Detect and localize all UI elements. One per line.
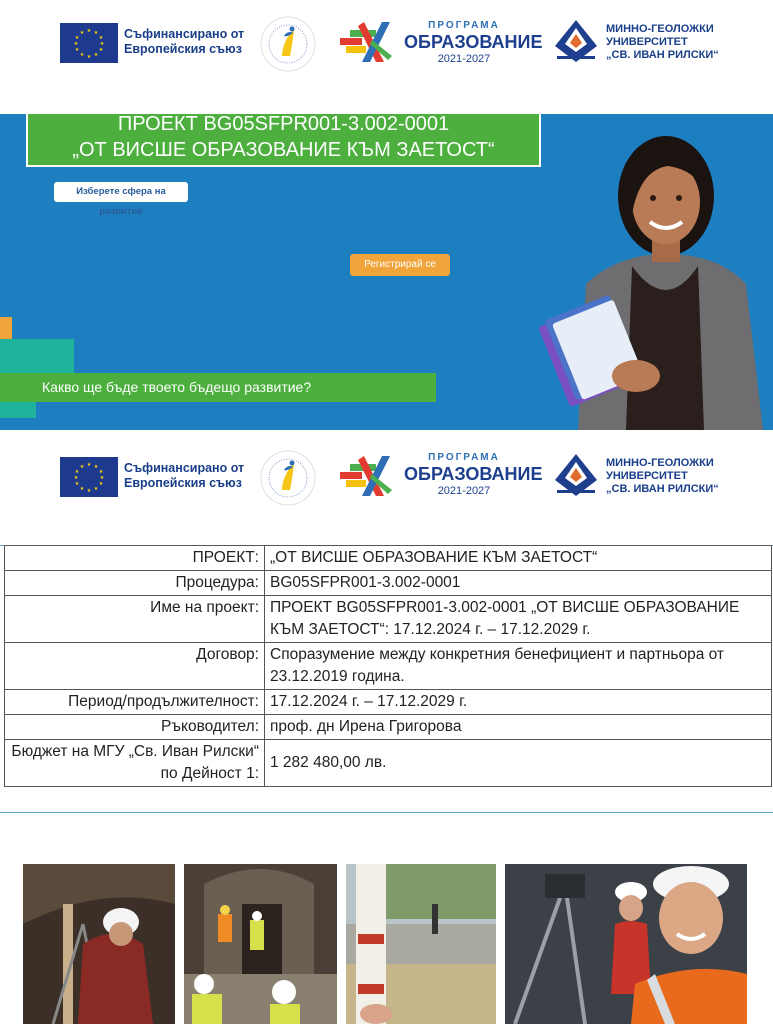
table-row (5, 546, 772, 571)
svg-text:★: ★ (73, 41, 79, 47)
svg-text:★: ★ (86, 54, 92, 60)
university-line1: МИННО-ГЕОЛОЖКИ (606, 457, 714, 469)
programme-name: ОБРАЗОВАНИЕ (404, 464, 543, 484)
student-photo (528, 114, 773, 430)
university-line2: УНИВЕРСИТЕТ (606, 36, 688, 48)
university-name (606, 457, 719, 496)
row-value-project: „ОТ ВИСШЕ ОБРАЗОВАНИЕ КЪМ ЗАЕТОСТ“ (265, 546, 772, 571)
row-value-procedure: BG05SFPR001-3.002-0001 (265, 571, 772, 596)
programme-label: ПРОГРАМА (428, 20, 500, 31)
register-button[interactable]: Регистрирай се (350, 254, 450, 276)
mine-surveyor-photo (23, 864, 175, 1024)
svg-text:★: ★ (98, 47, 104, 53)
project-round-logo (260, 450, 316, 506)
row-key-manager: Ръководител: (5, 715, 265, 740)
eu-text-line1: Съфинансирано от (124, 27, 245, 41)
programme-education-text (404, 452, 543, 498)
svg-text:★: ★ (99, 41, 105, 47)
row-key-procedure: Процедура: (5, 571, 265, 596)
university-line3: „СВ. ИВАН РИЛСКИ“ (606, 49, 719, 61)
svg-text:★: ★ (86, 28, 92, 34)
svg-text:★: ★ (99, 475, 105, 481)
eu-cofunded-text (124, 461, 244, 491)
table-row (5, 740, 772, 787)
svg-text:★: ★ (98, 35, 104, 41)
row-key-project: ПРОЕКТ: (5, 546, 265, 571)
hero-banner (0, 114, 773, 430)
decor-stripe-teal-small (0, 402, 36, 418)
table-row (5, 643, 772, 690)
field-survey-photo (346, 864, 496, 1024)
middle-logo-strip (0, 430, 773, 522)
banner-question-text: Какво ще бъде твоето бъдещо развитие? (42, 379, 312, 395)
programme-years: 2021-2027 (437, 485, 491, 497)
top-logo-strip (0, 0, 773, 90)
svg-text:★: ★ (86, 462, 92, 468)
students-helmets-photo (505, 864, 747, 1024)
table-row (5, 571, 772, 596)
programme-years: 2021-2027 (437, 53, 491, 65)
svg-text:★: ★ (74, 35, 80, 41)
svg-text:★: ★ (74, 47, 80, 53)
svg-text:★: ★ (79, 52, 85, 58)
svg-text:★: ★ (98, 469, 104, 475)
row-key-period: Период/продължителност: (5, 690, 265, 715)
eu-text-line2: Европейския съюз (124, 476, 242, 490)
banner-title-line2: „ОТ ВИСШЕ ОБРАЗОВАНИЕ КЪМ ЗАЕТОСТ“ (72, 139, 495, 161)
eu-text-line1: Съфинансирано от (124, 461, 245, 475)
university-emblem-icon (553, 18, 599, 64)
eu-text-line2: Европейския съюз (124, 42, 242, 56)
eu-cofunded-text (124, 27, 244, 57)
row-key-project-name: Име на проект: (5, 596, 265, 643)
row-value-period: 17.12.2024 г. – 17.12.2029 г. (265, 690, 772, 715)
programme-name: ОБРАЗОВАНИЕ (404, 32, 543, 52)
svg-text:★: ★ (93, 30, 99, 36)
select-field-button[interactable]: Изберете сфера на развитие (54, 182, 188, 202)
programme-label: ПРОГРАМА (428, 452, 500, 463)
programme-education-mark (336, 450, 398, 500)
tunnel-group-photo (184, 864, 337, 1024)
table-row (5, 596, 772, 643)
university-emblem-icon (553, 452, 599, 498)
svg-text:★: ★ (98, 481, 104, 487)
row-value-manager: проф. дн Ирена Григорова (265, 715, 772, 740)
table-bottom-rule (0, 812, 773, 813)
university-name (606, 23, 719, 62)
programme-education-text (404, 20, 543, 66)
svg-text:★: ★ (73, 475, 79, 481)
decor-stripe-orange (0, 317, 12, 339)
row-value-project-name: ПРОЕКТ BG05SFPR001-3.002-0001 „ОТ ВИСШЕ ОБРАЗОВАНИЕ КЪМ ЗАЕТОСТ“: 17.12.2024 г. – 17.12.2029 г. (265, 596, 772, 643)
svg-text:★: ★ (79, 30, 85, 36)
programme-education-mark (336, 16, 398, 66)
banner-title-line1: ПРОЕКТ BG05SFPR001-3.002-0001 (117, 114, 450, 135)
svg-text:★: ★ (74, 481, 80, 487)
university-line2: УНИВЕРСИТЕТ (606, 470, 688, 482)
project-info-table (4, 545, 772, 787)
svg-text:★: ★ (93, 486, 99, 492)
eu-flag-icon (60, 23, 118, 63)
university-line1: МИННО-ГЕОЛОЖКИ (606, 23, 714, 35)
row-key-contract: Договор: (5, 643, 265, 690)
eu-flag-icon (60, 457, 118, 497)
row-key-budget: Бюджет на МГУ „Св. Иван Рилски“ по Дейност 1: (5, 740, 265, 787)
table-row (5, 690, 772, 715)
svg-text:★: ★ (93, 464, 99, 470)
svg-text:★: ★ (74, 469, 80, 475)
university-line3: „СВ. ИВАН РИЛСКИ“ (606, 483, 719, 495)
svg-text:★: ★ (93, 52, 99, 58)
row-value-contract: Споразумение между конкретния бенефициент и партньора от 23.12.2019 година. (265, 643, 772, 690)
row-value-budget: 1 282 480,00 лв. (265, 740, 772, 787)
svg-text:★: ★ (79, 464, 85, 470)
svg-text:★: ★ (79, 486, 85, 492)
table-row (5, 715, 772, 740)
project-round-logo (260, 16, 316, 72)
decor-stripe-teal (0, 339, 74, 373)
svg-text:★: ★ (86, 488, 92, 494)
banner-project-title (26, 114, 541, 167)
